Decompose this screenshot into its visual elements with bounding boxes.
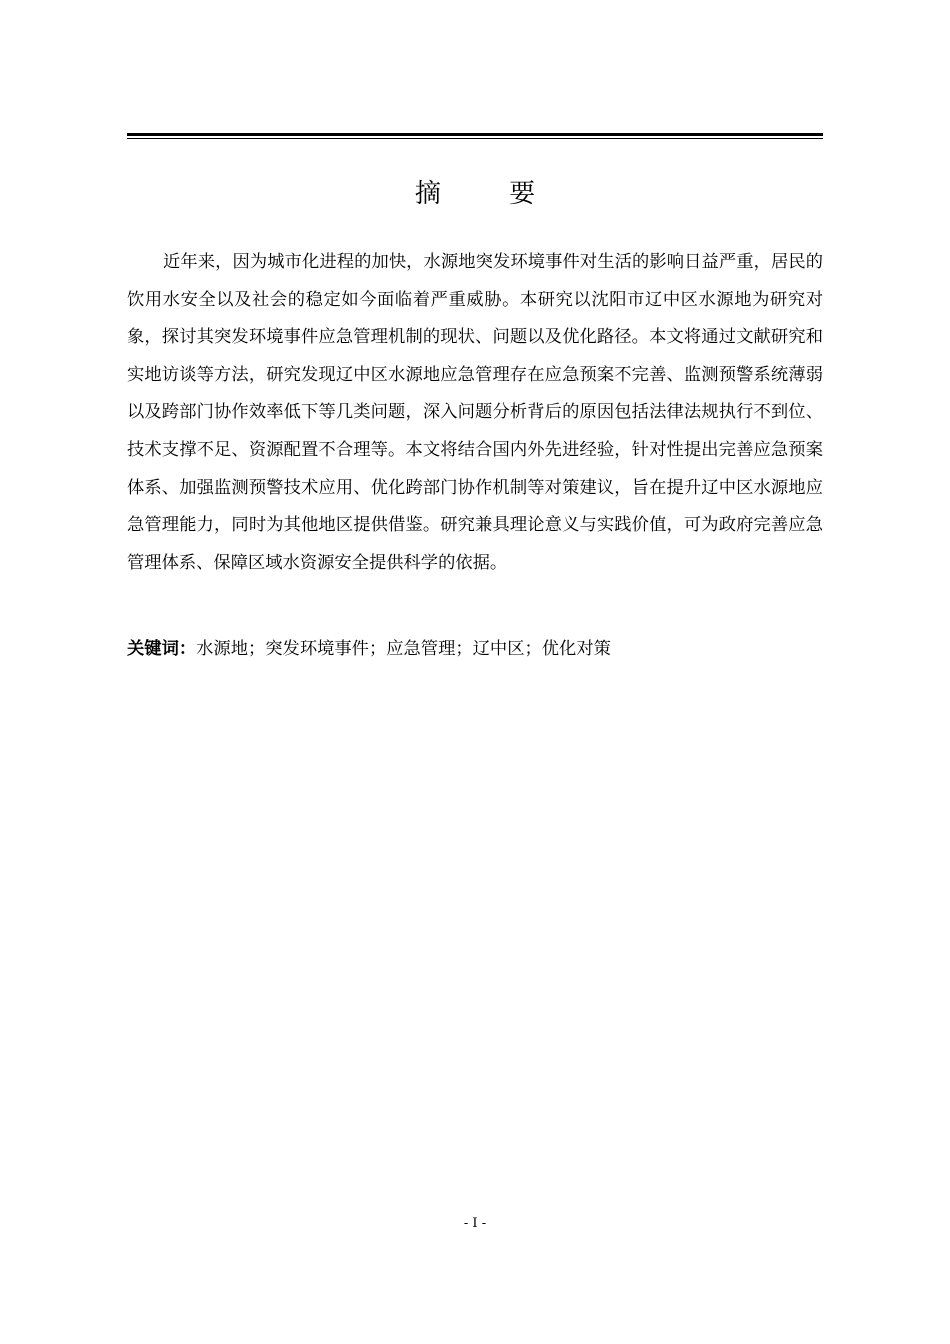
keywords-text: 水源地；突发环境事件；应急管理；辽中区；优化对策: [196, 639, 611, 659]
header-rule-thin: [127, 138, 823, 139]
keywords-line: [127, 634, 823, 664]
page-number: - I -: [463, 1216, 487, 1231]
keywords-label: 关键词：: [127, 639, 197, 659]
abstract-title: 摘 要: [414, 179, 566, 209]
header-rule-thick: [127, 133, 823, 136]
abstract-body: 近年来，因为城市化进程的加快，水源地突发环境事件对生活的影响日益严重，居民的饮用水安全以及社会的稳定如今面临着严重威胁。本研究以沈阳市辽中区水源地为研究对象，探讨其突发环境事件应急管理机制的现状、问题以及优化路径。本文将通过文献研究和实地访谈等方法，研究发现辽中区水源地应急管理存在应急预案不完善、监测预警系统薄弱以及跨部门协作效率低下等几类问题，深入问题分析背后的原因包括法律法规执行不到位、技术支撑不足、资源配置不合理等。本文将结合国内外先进经验，针对性提出完善应急预案体系、加强监测预警技术应用、优化跨部门协作机制等对策建议，旨在提升辽中区水源地应急管理能力，同时为其他地区提供借鉴。研究兼具理论意义与实践价值，可为政府完善应急管理体系、保障区域水资源安全提供科学的依据。: [127, 252, 823, 573]
